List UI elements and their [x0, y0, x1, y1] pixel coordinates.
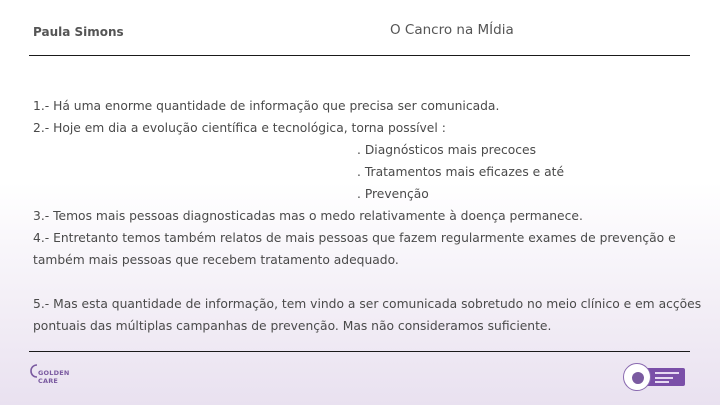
body-subitem: . Prevenção — [357, 187, 429, 201]
body-line: 2.- Hoje em dia a evolução científica e tecnológica, torna possível : — [33, 121, 446, 135]
paragraph-gap — [33, 271, 683, 293]
body-line: 3.- Temos mais pessoas diagnosticadas mas o medo relativamente à doença permanece. — [33, 209, 583, 223]
seal-icon — [623, 363, 651, 391]
body-line: 5.- Mas esta quantidade de informação, tem vindo a ser comunicada sobretudo no meio clínico e em acções — [33, 297, 702, 311]
body-line: 1.- Há uma enorme quantidade de informação que precisa ser comunicada. — [33, 99, 500, 113]
oncology-seal-logo — [623, 363, 685, 391]
body-line: 4.- Entretanto temos também relatos de mais pessoas que fazem regularmente exames de prevenção e — [33, 231, 676, 245]
golden-care-logo — [30, 364, 72, 392]
body-line: pontuais das múltiplas campanhas de prevenção. Mas não consideramos suficiente. — [33, 319, 552, 333]
author-name: Paula Simons — [33, 25, 124, 39]
body-line: também mais pessoas que recebem tratamento adequado. — [33, 253, 399, 267]
footer-divider — [29, 351, 690, 352]
header-divider — [29, 55, 690, 56]
slide-title: O Cancro na MÍdia — [390, 22, 514, 38]
logo-banner — [645, 368, 685, 386]
body-subitem: . Diagnósticos mais precoces — [357, 143, 537, 157]
logo-word: GOLDEN — [38, 369, 70, 377]
slide-body — [33, 95, 702, 337]
body-subitem: . Tratamentos mais eficazes e até — [357, 165, 565, 179]
logo-word: CARE — [38, 377, 59, 385]
